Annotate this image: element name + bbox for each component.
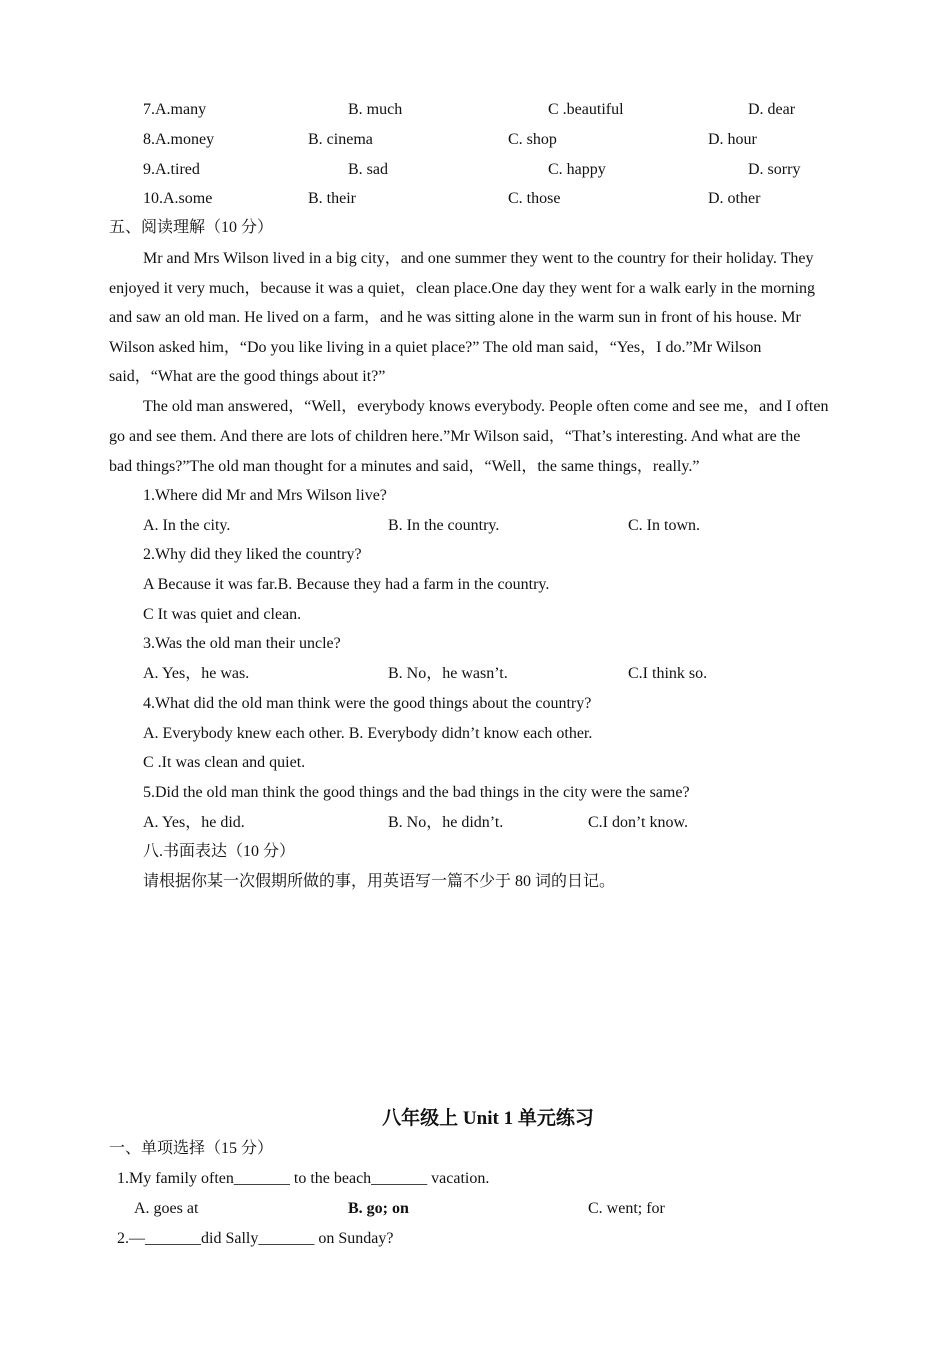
q2-options-ab: A Because it was far.B. Because they had a farm in the country. <box>143 576 550 593</box>
unit-question-2: 2.—_______did Sally_______ on Sunday? <box>117 1230 394 1247</box>
option-9a: 9.A.tired <box>143 161 200 178</box>
passage-line: enjoyed it very much，because it was a quiet，clean place.One day they went for a walk early in the morning <box>109 280 815 297</box>
unit-q1-option-a: A. goes at <box>134 1200 199 1217</box>
question-5: 5.Did the old man think the good things and the bad things in the city were the same? <box>143 784 690 801</box>
passage-line: Wilson asked him，“Do you like living in a quiet place?” The old man said，“Yes，I do.”Mr Wilson <box>109 339 762 356</box>
passage-line: Mr and Mrs Wilson lived in a big city，and one summer they went to the country for their holiday. They <box>143 250 814 267</box>
q4-options-ab: A. Everybody knew each other. B. Everybody didn’t know each other. <box>143 725 593 742</box>
unit-q1-option-c: C. went; for <box>588 1200 665 1217</box>
question-4: 4.What did the old man think were the good things about the country? <box>143 695 592 712</box>
passage-line: and saw an old man. He lived on a farm，and he was sitting alone in the warm sun in front of his house. Mr <box>109 309 801 326</box>
writing-heading: 八.书面表达（10 分） <box>143 843 296 860</box>
passage-line: said，“What are the good things about it?” <box>109 368 386 385</box>
q3-option-c: C.I think so. <box>628 665 708 682</box>
question-2: 2.Why did they liked the country? <box>143 546 362 563</box>
passage-line: bad things?”The old man thought for a minutes and said，“Well，the same things，really.” <box>109 458 700 475</box>
option-10d: D. other <box>708 190 761 207</box>
q3-option-b: B. No，he wasn’t. <box>388 665 508 682</box>
reading-heading: 五、阅读理解（10 分） <box>109 219 274 236</box>
option-10b: B. their <box>308 190 356 207</box>
option-8c: C. shop <box>508 131 557 148</box>
question-3: 3.Was the old man their uncle? <box>143 635 341 652</box>
option-10a: 10.A.some <box>143 190 213 207</box>
q3-option-a: A. Yes，he was. <box>143 665 250 682</box>
unit-q1-option-b: B. go; on <box>348 1200 409 1217</box>
unit-question-1: 1.My family often_______ to the beach_______ vacation. <box>117 1170 490 1187</box>
option-8d: D. hour <box>708 131 757 148</box>
option-9d: D. sorry <box>748 161 801 178</box>
q1-option-b: B. In the country. <box>388 517 500 534</box>
option-9c: C. happy <box>548 161 606 178</box>
q1-option-c: C. In town. <box>628 517 700 534</box>
option-9b: B. sad <box>348 161 388 178</box>
option-8a: 8.A.money <box>143 131 215 148</box>
option-10c: C. those <box>508 190 561 207</box>
q5-option-a: A. Yes，he did. <box>143 814 245 831</box>
q5-option-c: C.I don’t know. <box>588 814 688 831</box>
option-8b: B. cinema <box>308 131 373 148</box>
option-7c: C .beautiful <box>548 101 624 118</box>
q5-option-b: B. No，he didn’t. <box>388 814 504 831</box>
section-heading: 一、单项选择（15 分） <box>109 1140 274 1157</box>
q1-option-a: A. In the city. <box>143 517 231 534</box>
option-7b: B. much <box>348 101 403 118</box>
q4-option-c: C .It was clean and quiet. <box>143 754 306 771</box>
passage-line: The old man answered，“Well，everybody knows everybody. People often come and see me，and I often <box>143 398 829 415</box>
option-7a: 7.A.many <box>143 101 207 118</box>
writing-prompt: 请根据你某一次假期所做的事，用英语写一篇不少于 80 词的日记。 <box>143 873 616 890</box>
option-7d: D. dear <box>748 101 796 118</box>
passage-line: go and see them. And there are lots of children here.”Mr Wilson said，“That’s interesting. And what are the <box>109 428 801 445</box>
question-1: 1.Where did Mr and Mrs Wilson live? <box>143 487 387 504</box>
unit-title: 八年级上 Unit 1 单元练习 <box>382 1108 594 1129</box>
q2-option-c: C It was quiet and clean. <box>143 606 302 623</box>
